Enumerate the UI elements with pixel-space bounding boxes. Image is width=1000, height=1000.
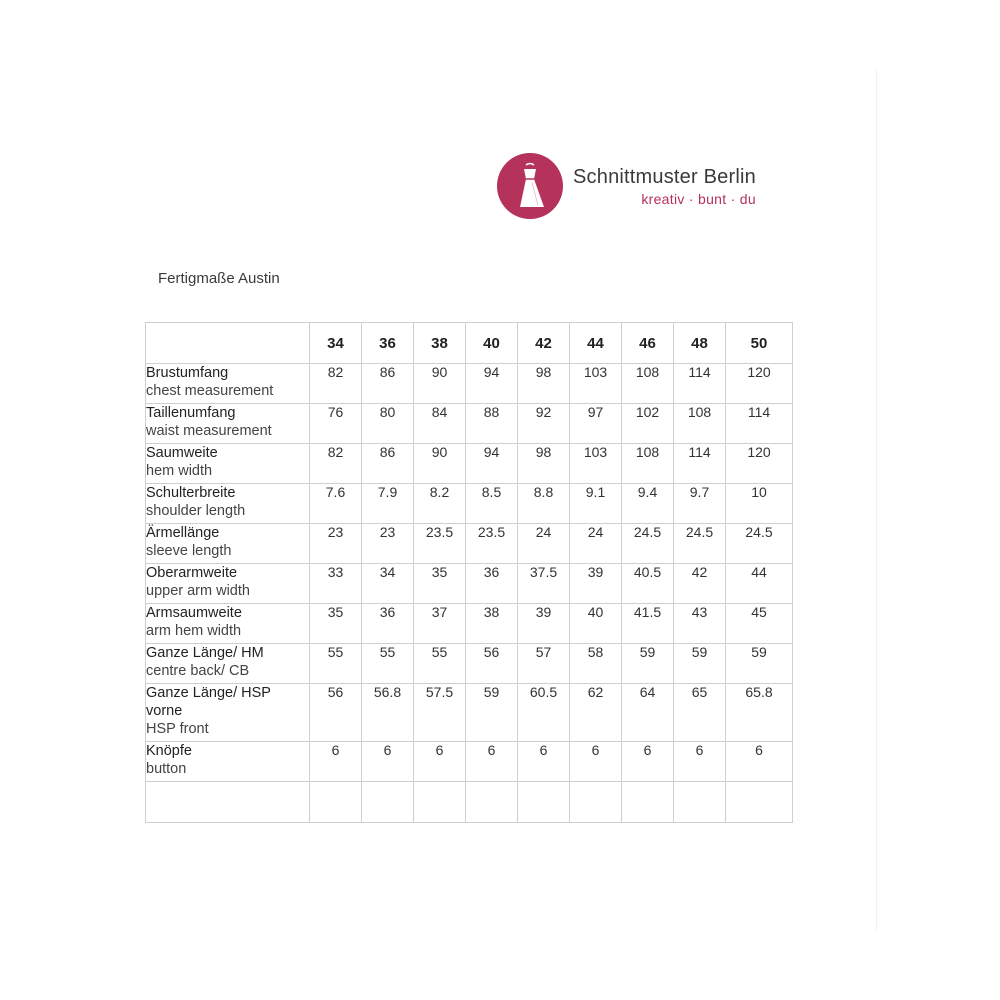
row-label-cell <box>146 524 310 564</box>
measurement-value: 65 <box>674 684 726 742</box>
measurement-value: 35 <box>414 564 466 604</box>
measurement-value: 103 <box>570 364 622 404</box>
label-english: arm hem width <box>146 623 242 639</box>
measurement-value: 58 <box>570 644 622 684</box>
measurement-value: 55 <box>362 644 414 684</box>
measurement-row <box>146 524 793 564</box>
label-english: button <box>146 761 187 777</box>
empty-cell <box>146 782 310 823</box>
measurement-value: 9.1 <box>570 484 622 524</box>
measurement-value: 57.5 <box>414 684 466 742</box>
measurement-value: 37 <box>414 604 466 644</box>
measurement-value: 34 <box>362 564 414 604</box>
label-german: Knöpfe <box>146 743 192 759</box>
row-label-cell <box>146 364 310 404</box>
measurement-value: 44 <box>726 564 793 604</box>
measurement-value: 92 <box>518 404 570 444</box>
measurement-row <box>146 484 793 524</box>
row-label-cell <box>146 444 310 484</box>
brand-tagline: kreativ · bunt · du <box>641 191 756 207</box>
measurement-value: 60.5 <box>518 684 570 742</box>
measurement-value: 59 <box>726 644 793 684</box>
measurement-value: 39 <box>570 564 622 604</box>
measurement-value: 9.7 <box>674 484 726 524</box>
measurement-value: 56 <box>466 644 518 684</box>
label-german: Oberarmweite <box>146 565 238 581</box>
measurement-row <box>146 444 793 484</box>
measurement-value: 108 <box>674 404 726 444</box>
measurement-value: 64 <box>622 684 674 742</box>
measurement-value: 35 <box>310 604 362 644</box>
row-label-cell <box>146 684 310 742</box>
row-label-cell <box>146 604 310 644</box>
empty-cell <box>726 782 793 823</box>
label-english: centre back/ CB <box>146 663 250 679</box>
measurement-value: 102 <box>622 404 674 444</box>
measurement-value: 45 <box>726 604 793 644</box>
row-label-cell <box>146 404 310 444</box>
size-header: 44 <box>570 323 622 364</box>
empty-cell <box>414 782 466 823</box>
measurement-value: 38 <box>466 604 518 644</box>
measurement-value: 9.4 <box>622 484 674 524</box>
measurement-value: 82 <box>310 444 362 484</box>
measurement-value: 6 <box>674 742 726 782</box>
measurement-row <box>146 564 793 604</box>
measurement-value: 10 <box>726 484 793 524</box>
measurement-row <box>146 364 793 404</box>
measurement-value: 7.9 <box>362 484 414 524</box>
label-german: Saumweite <box>146 445 218 461</box>
measurement-value: 59 <box>622 644 674 684</box>
measurement-value: 97 <box>570 404 622 444</box>
measurement-value: 55 <box>414 644 466 684</box>
measurement-value: 55 <box>310 644 362 684</box>
label-english: upper arm width <box>146 583 250 599</box>
measurement-value: 94 <box>466 364 518 404</box>
measurement-value: 40.5 <box>622 564 674 604</box>
measurement-value: 98 <box>518 444 570 484</box>
measurement-value: 41.5 <box>622 604 674 644</box>
empty-row <box>146 782 793 823</box>
empty-cell <box>570 782 622 823</box>
measurement-value: 120 <box>726 364 793 404</box>
measurement-value: 42 <box>674 564 726 604</box>
measurement-value: 23.5 <box>466 524 518 564</box>
measurement-value: 23 <box>362 524 414 564</box>
measurement-value: 6 <box>310 742 362 782</box>
size-header: 46 <box>622 323 674 364</box>
measurement-value: 43 <box>674 604 726 644</box>
label-english: chest measurement <box>146 383 274 399</box>
measurement-row <box>146 684 793 742</box>
measurement-value: 82 <box>310 364 362 404</box>
measurement-value: 120 <box>726 444 793 484</box>
label-english: HSP front <box>146 721 209 737</box>
measurement-value: 76 <box>310 404 362 444</box>
measurement-value: 8.2 <box>414 484 466 524</box>
measurement-value: 59 <box>466 684 518 742</box>
label-german: Ärmellänge <box>146 525 220 541</box>
measurement-value: 39 <box>518 604 570 644</box>
size-header: 40 <box>466 323 518 364</box>
size-header: 50 <box>726 323 793 364</box>
measurement-value: 62 <box>570 684 622 742</box>
label-german: Brustumfang <box>146 365 229 381</box>
measurement-value: 108 <box>622 444 674 484</box>
measurement-value: 57 <box>518 644 570 684</box>
label-german: Ganze Länge/ HM <box>146 645 264 661</box>
label-german: Ganze Länge/ HSP vorne <box>146 685 271 719</box>
measurement-value: 94 <box>466 444 518 484</box>
row-label-cell <box>146 564 310 604</box>
measurement-value: 98 <box>518 364 570 404</box>
label-german: Armsaumweite <box>146 605 242 621</box>
size-table <box>145 322 793 823</box>
measurement-row <box>146 604 793 644</box>
measurement-value: 24.5 <box>726 524 793 564</box>
measurement-value: 6 <box>466 742 518 782</box>
measurement-row <box>146 644 793 684</box>
measurement-value: 90 <box>414 364 466 404</box>
measurement-value: 84 <box>414 404 466 444</box>
size-header: 42 <box>518 323 570 364</box>
measurement-value: 56.8 <box>362 684 414 742</box>
measurement-value: 40 <box>570 604 622 644</box>
empty-cell <box>622 782 674 823</box>
measurement-value: 114 <box>726 404 793 444</box>
measurement-value: 59 <box>674 644 726 684</box>
size-header-row <box>146 323 793 364</box>
size-header: 34 <box>310 323 362 364</box>
row-label-cell <box>146 484 310 524</box>
label-german: Taillenumfang <box>146 405 236 421</box>
measurement-value: 80 <box>362 404 414 444</box>
empty-cell <box>674 782 726 823</box>
measurement-value: 56 <box>310 684 362 742</box>
measurement-row <box>146 742 793 782</box>
label-english: waist measurement <box>146 423 272 439</box>
measurement-value: 6 <box>362 742 414 782</box>
measurement-value: 8.5 <box>466 484 518 524</box>
brand-name: Schnittmuster Berlin <box>573 166 756 188</box>
measurement-value: 33 <box>310 564 362 604</box>
measurement-value: 6 <box>414 742 466 782</box>
measurement-value: 23.5 <box>414 524 466 564</box>
dress-icon <box>497 153 563 219</box>
measurement-value: 8.8 <box>518 484 570 524</box>
measurement-value: 88 <box>466 404 518 444</box>
label-english: sleeve length <box>146 543 232 559</box>
size-header: 48 <box>674 323 726 364</box>
page-edge <box>876 70 877 930</box>
empty-cell <box>466 782 518 823</box>
size-header: 36 <box>362 323 414 364</box>
row-label-cell <box>146 742 310 782</box>
measurement-value: 24 <box>518 524 570 564</box>
measurement-value: 7.6 <box>310 484 362 524</box>
measurement-value: 24.5 <box>674 524 726 564</box>
label-english: shoulder length <box>146 503 246 519</box>
page-title: Fertigmaße Austin <box>158 270 280 287</box>
label-english: hem width <box>146 463 213 479</box>
measurement-value: 24.5 <box>622 524 674 564</box>
measurement-value: 6 <box>622 742 674 782</box>
measurement-value: 24 <box>570 524 622 564</box>
measurement-value: 86 <box>362 364 414 404</box>
row-label-cell <box>146 644 310 684</box>
measurement-value: 90 <box>414 444 466 484</box>
measurement-value: 114 <box>674 444 726 484</box>
measurement-value: 37.5 <box>518 564 570 604</box>
measurement-row <box>146 404 793 444</box>
measurement-value: 6 <box>518 742 570 782</box>
measurement-value: 36 <box>466 564 518 604</box>
measurement-value: 6 <box>570 742 622 782</box>
label-german: Schulterbreite <box>146 485 236 501</box>
empty-cell <box>310 782 362 823</box>
brand-logo <box>497 153 756 219</box>
empty-cell <box>518 782 570 823</box>
measurement-value: 23 <box>310 524 362 564</box>
header-corner-cell <box>146 323 310 364</box>
measurement-value: 6 <box>726 742 793 782</box>
measurement-value: 86 <box>362 444 414 484</box>
measurement-value: 108 <box>622 364 674 404</box>
measurement-value: 65.8 <box>726 684 793 742</box>
measurement-value: 36 <box>362 604 414 644</box>
measurement-value: 114 <box>674 364 726 404</box>
measurement-value: 103 <box>570 444 622 484</box>
size-header: 38 <box>414 323 466 364</box>
empty-cell <box>362 782 414 823</box>
